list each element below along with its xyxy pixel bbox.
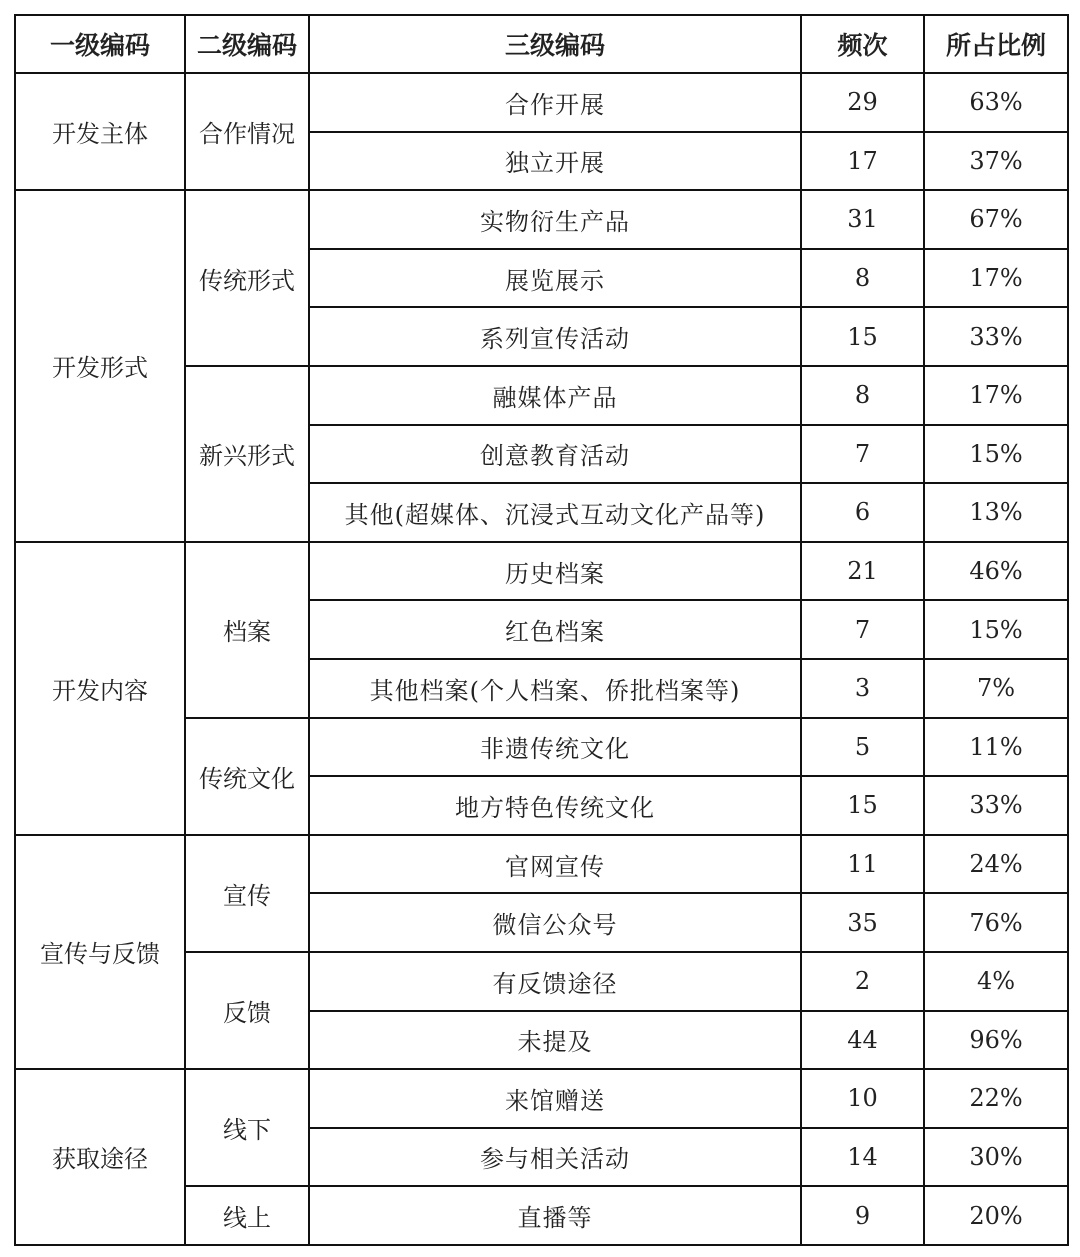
percent-cell: 67%: [924, 190, 1068, 249]
count-cell: 15: [801, 307, 924, 366]
level2-cell: 线上: [185, 1186, 309, 1245]
count-cell: 11: [801, 835, 924, 894]
level1-cell: 开发形式: [15, 190, 185, 542]
level3-cell: 其他档案(个人档案、侨批档案等): [309, 659, 801, 718]
level3-cell: 官网宣传: [309, 835, 801, 894]
count-cell: 44: [801, 1011, 924, 1070]
count-cell: 31: [801, 190, 924, 249]
level1-cell: 开发内容: [15, 542, 185, 835]
level2-cell: 线下: [185, 1069, 309, 1186]
count-cell: 7: [801, 600, 924, 659]
level3-cell: 来馆赠送: [309, 1069, 801, 1128]
level2-cell: 传统形式: [185, 190, 309, 366]
percent-cell: 33%: [924, 776, 1068, 835]
percent-cell: 17%: [924, 366, 1068, 425]
count-cell: 29: [801, 73, 924, 132]
table-row: [15, 1069, 1068, 1128]
level3-cell: 地方特色传统文化: [309, 776, 801, 835]
percent-cell: 37%: [924, 132, 1068, 191]
level3-cell: 实物衍生产品: [309, 190, 801, 249]
level3-cell: 独立开展: [309, 132, 801, 191]
level1-cell: 宣传与反馈: [15, 835, 185, 1069]
percent-cell: 33%: [924, 307, 1068, 366]
level3-cell: 直播等: [309, 1186, 801, 1245]
level3-cell: 创意教育活动: [309, 425, 801, 484]
level2-cell: 反馈: [185, 952, 309, 1069]
table-row: [15, 542, 1068, 601]
count-cell: 21: [801, 542, 924, 601]
level2-cell: 新兴形式: [185, 366, 309, 542]
level2-cell: 传统文化: [185, 718, 309, 835]
table-body: [15, 73, 1068, 1245]
count-cell: 10: [801, 1069, 924, 1128]
percent-cell: 46%: [924, 542, 1068, 601]
level3-cell: 非遗传统文化: [309, 718, 801, 777]
level3-cell: 历史档案: [309, 542, 801, 601]
level3-cell: 融媒体产品: [309, 366, 801, 425]
count-cell: 3: [801, 659, 924, 718]
level3-cell: 系列宣传活动: [309, 307, 801, 366]
level3-cell: 红色档案: [309, 600, 801, 659]
percent-cell: 13%: [924, 483, 1068, 542]
count-cell: 6: [801, 483, 924, 542]
level3-cell: 未提及: [309, 1011, 801, 1070]
level3-cell: 展览展示: [309, 249, 801, 308]
percent-cell: 17%: [924, 249, 1068, 308]
level2-cell: 档案: [185, 542, 309, 718]
percent-cell: 20%: [924, 1186, 1068, 1245]
count-cell: 15: [801, 776, 924, 835]
coding-table: [14, 14, 1069, 1246]
level3-cell: 参与相关活动: [309, 1128, 801, 1187]
count-cell: 9: [801, 1186, 924, 1245]
table-row: [15, 73, 1068, 132]
header-percent: 所占比例: [924, 15, 1068, 73]
percent-cell: 30%: [924, 1128, 1068, 1187]
count-cell: 7: [801, 425, 924, 484]
level3-cell: 其他(超媒体、沉浸式互动文化产品等): [309, 483, 801, 542]
level1-cell: 开发主体: [15, 73, 185, 190]
percent-cell: 15%: [924, 600, 1068, 659]
percent-cell: 4%: [924, 952, 1068, 1011]
header-level3: 三级编码: [309, 15, 801, 73]
level3-cell: 有反馈途径: [309, 952, 801, 1011]
header-row: [15, 15, 1068, 73]
percent-cell: 7%: [924, 659, 1068, 718]
percent-cell: 76%: [924, 893, 1068, 952]
count-cell: 2: [801, 952, 924, 1011]
count-cell: 35: [801, 893, 924, 952]
level2-cell: 合作情况: [185, 73, 309, 190]
percent-cell: 24%: [924, 835, 1068, 894]
level1-cell: 获取途径: [15, 1069, 185, 1245]
count-cell: 14: [801, 1128, 924, 1187]
percent-cell: 96%: [924, 1011, 1068, 1070]
count-cell: 5: [801, 718, 924, 777]
percent-cell: 15%: [924, 425, 1068, 484]
percent-cell: 11%: [924, 718, 1068, 777]
percent-cell: 22%: [924, 1069, 1068, 1128]
percent-cell: 63%: [924, 73, 1068, 132]
table-row: [15, 190, 1068, 249]
count-cell: 17: [801, 132, 924, 191]
count-cell: 8: [801, 366, 924, 425]
header-count: 频次: [801, 15, 924, 73]
level3-cell: 微信公众号: [309, 893, 801, 952]
header-level1: 一级编码: [15, 15, 185, 73]
count-cell: 8: [801, 249, 924, 308]
level2-cell: 宣传: [185, 835, 309, 952]
level3-cell: 合作开展: [309, 73, 801, 132]
table-row: [15, 835, 1068, 894]
header-level2: 二级编码: [185, 15, 309, 73]
